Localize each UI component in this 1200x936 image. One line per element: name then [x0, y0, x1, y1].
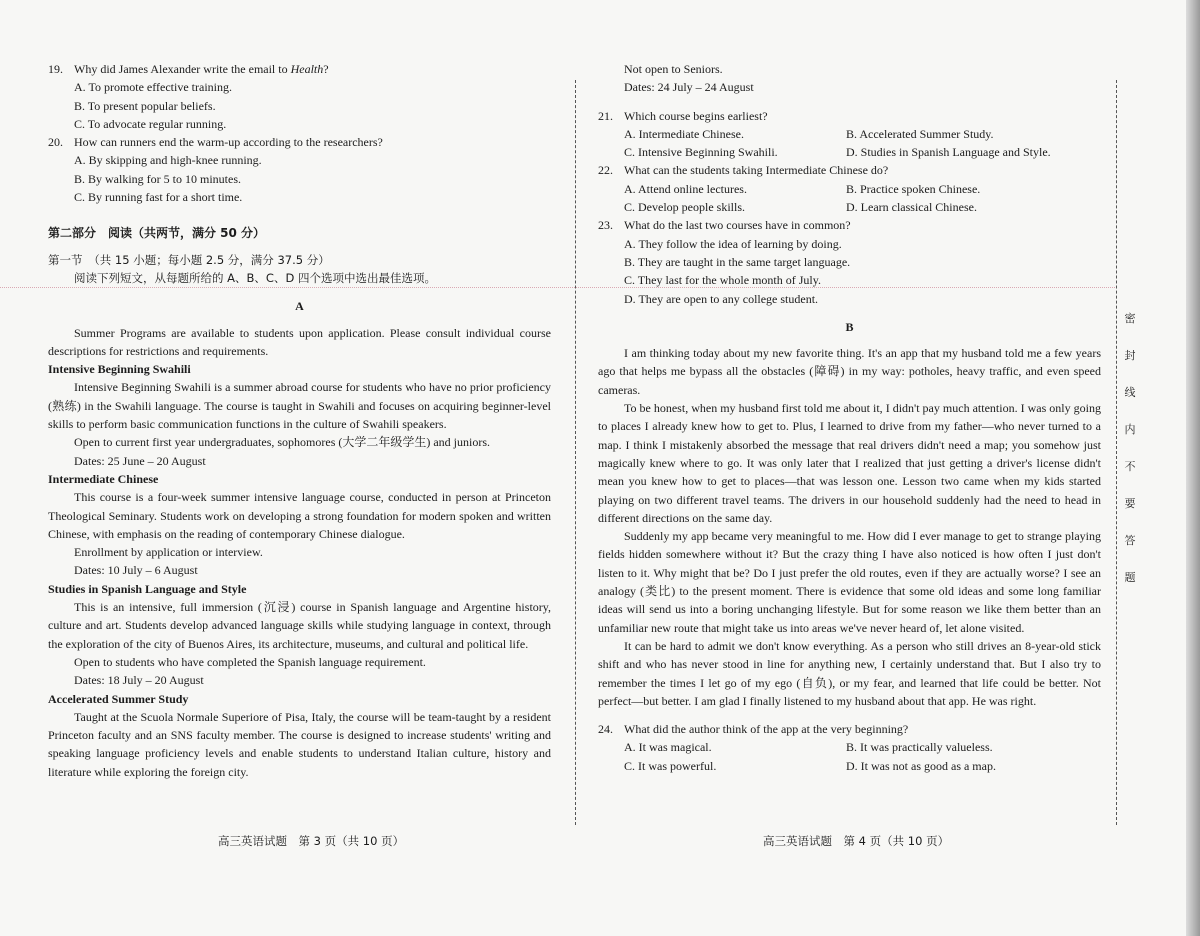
question-21-stem: 21. Which course begins earliest?	[598, 108, 768, 123]
passage-b-label: B	[845, 319, 854, 334]
passage-paragraph: To be honest, when my husband first told me about it, I didn't pay much attention. I was only going to places I already knew how to get to. Plus, I learned to drive from my father—who never turned to a map. I think I mistakenly absorbed the message that real drivers didn't need a map; you somehow just magically knew where to go. It was only later that I realized that just getting a driver's license didn't mean you knew how to get to places—that was lesson one. Lesson two came when my kids started playing on two different travel teams. The drivers in our household suddenly had the need to head in different directions on the same day.	[598, 401, 1101, 525]
option: B. They are taught in the same target language.	[624, 254, 851, 269]
option: C. Develop people skills.	[624, 200, 745, 215]
column-divider	[575, 80, 576, 825]
page-4-footer: 高三英语试题 第 4 页（共 10 页）	[763, 834, 950, 848]
option: C. It was powerful.	[624, 758, 717, 773]
option: A. It was magical.	[624, 740, 712, 755]
instruction: 阅读下列短文，从每题所给的 A、B、C、D 四个选项中选出最佳选项。	[74, 270, 436, 285]
option: B. To present popular beliefs.	[74, 98, 216, 113]
program-description: Taught at the Scuola Normale Superiore of Pisa, Italy, the course will be team-taught by a resident Princeton faculty and an SNS faculty member. The course is designed to increase students' writing and speaking language proficiency levels and enable students to understand Italian culture, history and literature while exploring the foreign city.	[48, 709, 551, 779]
option: A. Attend online lectures.	[624, 181, 747, 196]
program-note: Open to students who have completed the Spanish language requirement.	[74, 654, 426, 669]
passage-paragraph: It can be hard to admit we don't know everything. As a person who still drives an 8-year-old stick shift and who has never stood in line for anything new, I certainly understand that. But I also try to remember the times I let go of my ego (自负), or my fear, and learned that life could be better. Not perfect—but better. I am glad I finally listened to my husband about that app. He was right.	[598, 638, 1101, 708]
options-grid	[598, 180, 1101, 217]
seal-line	[1116, 80, 1117, 825]
option: A. Intermediate Chinese.	[624, 126, 744, 141]
option: B. It was practically valueless.	[846, 740, 993, 755]
option: C. By running fast for a short time.	[74, 190, 243, 205]
passage-a-label: A	[295, 299, 304, 314]
option: A. They follow the idea of learning by doing.	[624, 236, 842, 251]
option: D. Learn classical Chinese.	[846, 200, 977, 215]
program-description: This course is a four-week summer intensive language course, conducted in person at Princeton Theological Seminary. Students work on developing a strong foundation for modern spoken and written Chinese, with emphasis on the reading of contemporary Chinese dialogue.	[48, 490, 551, 541]
program-description: Intensive Beginning Swahili is a summer abroad course for students who have no prior proficiency (熟练) in the Swahili language. The course is taught in Swahili and focuses on acquiring beginner-level skills to perform basic communication functions in the culture of Swahili speakers.	[48, 380, 551, 432]
page-edge-shadow	[1186, 0, 1200, 936]
option: C. Intensive Beginning Swahili.	[624, 145, 778, 160]
option: C. They last for the whole month of July.	[624, 273, 821, 288]
program-note: Not open to Seniors.	[624, 62, 723, 76]
seal-char: 线	[1124, 386, 1136, 399]
program-description: This is an intensive, full immersion (沉浸) course in Spanish language and Argentine history, culture and art. Students develop advanced language skills while studying language in context, through the exploration of the city of Buenos Aires, its architecture, museums, and cultural and political life.	[48, 600, 551, 651]
program-title: Intermediate Chinese	[48, 471, 159, 486]
seal-margin-text	[1118, 310, 1142, 585]
program-note: Enrollment by application or interview.	[74, 545, 263, 560]
option: A. To promote effective training.	[74, 80, 233, 95]
question-24-stem: 24. What did the author think of the app at the very beginning?	[598, 722, 909, 737]
passage-paragraph: I am thinking today about my new favorite thing. It's an app that my husband told me a few years ago that helps me bypass all the obstacles (障碍) in my way: potholes, heavy traffic, and even speed cameras.	[598, 346, 1101, 397]
page-3-column	[48, 60, 551, 781]
passage-paragraph: Suddenly my app became very meaningful to me. How did I ever manage to get to strange playing fields hidden somewhere without it? But the crazy thing I have also noticed is how often I just don't listen to it. Why might that be? Do I just prefer the old routes, even if they are actually worse? I see an analogy (类比) to the present moment. There is evidence that some old ideas and some long familiar ideas will send us into a boring unchanging lifestyle. But for some reason we like them better than an unfamiliar new route that might take us into areas we've never heard of, let alone visited.	[598, 529, 1101, 635]
program-dates: Dates: 10 July – 6 August	[74, 563, 198, 578]
seal-char: 封	[1124, 349, 1136, 362]
program-title: Studies in Spanish Language and Style	[48, 581, 247, 596]
question-23-stem: 23. What do the last two courses have in common?	[598, 218, 851, 233]
section-1-heading: 第一节 （共 15 小题；每小题 2.5 分，满分 37.5 分）	[48, 252, 330, 267]
page-3-footer: 高三英语试题 第 3 页（共 10 页）	[218, 834, 405, 848]
seal-char: 要	[1124, 497, 1136, 510]
seal-char: 不	[1124, 460, 1136, 473]
option: B. Accelerated Summer Study.	[846, 126, 994, 141]
question-22-stem: 22. What can the students taking Intermediate Chinese do?	[598, 163, 889, 178]
option: D. Studies in Spanish Language and Style.	[846, 145, 1051, 160]
question-19-stem: 19. Why did James Alexander write the email to Health?	[48, 62, 329, 76]
program-note: Open to current first year undergraduates, sophomores (大学二年级学生) and juniors.	[74, 435, 491, 450]
option: D. They are open to any college student.	[624, 291, 819, 306]
passage-intro: Summer Programs are available to students upon application. Please consult individual course descriptions for restrictions and requirements.	[48, 325, 551, 358]
option: D. It was not as good as a map.	[846, 758, 996, 773]
seal-char: 内	[1124, 423, 1136, 436]
options-grid	[598, 125, 1101, 162]
program-title: Intensive Beginning Swahili	[48, 362, 191, 377]
option: A. By skipping and high-knee running.	[74, 153, 262, 168]
seal-char: 密	[1124, 312, 1136, 325]
seal-char: 题	[1124, 571, 1136, 584]
option: C. To advocate regular running.	[74, 116, 227, 131]
option: B. By walking for 5 to 10 minutes.	[74, 171, 241, 186]
program-dates: Dates: 24 July – 24 August	[624, 80, 754, 95]
program-title: Accelerated Summer Study	[48, 691, 189, 706]
question-20-stem: 20. How can runners end the warm-up according to the researchers?	[48, 135, 383, 150]
options-grid	[598, 738, 1101, 775]
seal-char: 答	[1124, 534, 1136, 547]
option: B. Practice spoken Chinese.	[846, 181, 981, 196]
program-dates: Dates: 18 July – 20 August	[74, 673, 204, 688]
page-4-column	[598, 60, 1101, 775]
part-2-heading: 第二部分 阅读（共两节，满分 50 分）	[48, 226, 266, 241]
program-dates: Dates: 25 June – 20 August	[74, 453, 206, 468]
